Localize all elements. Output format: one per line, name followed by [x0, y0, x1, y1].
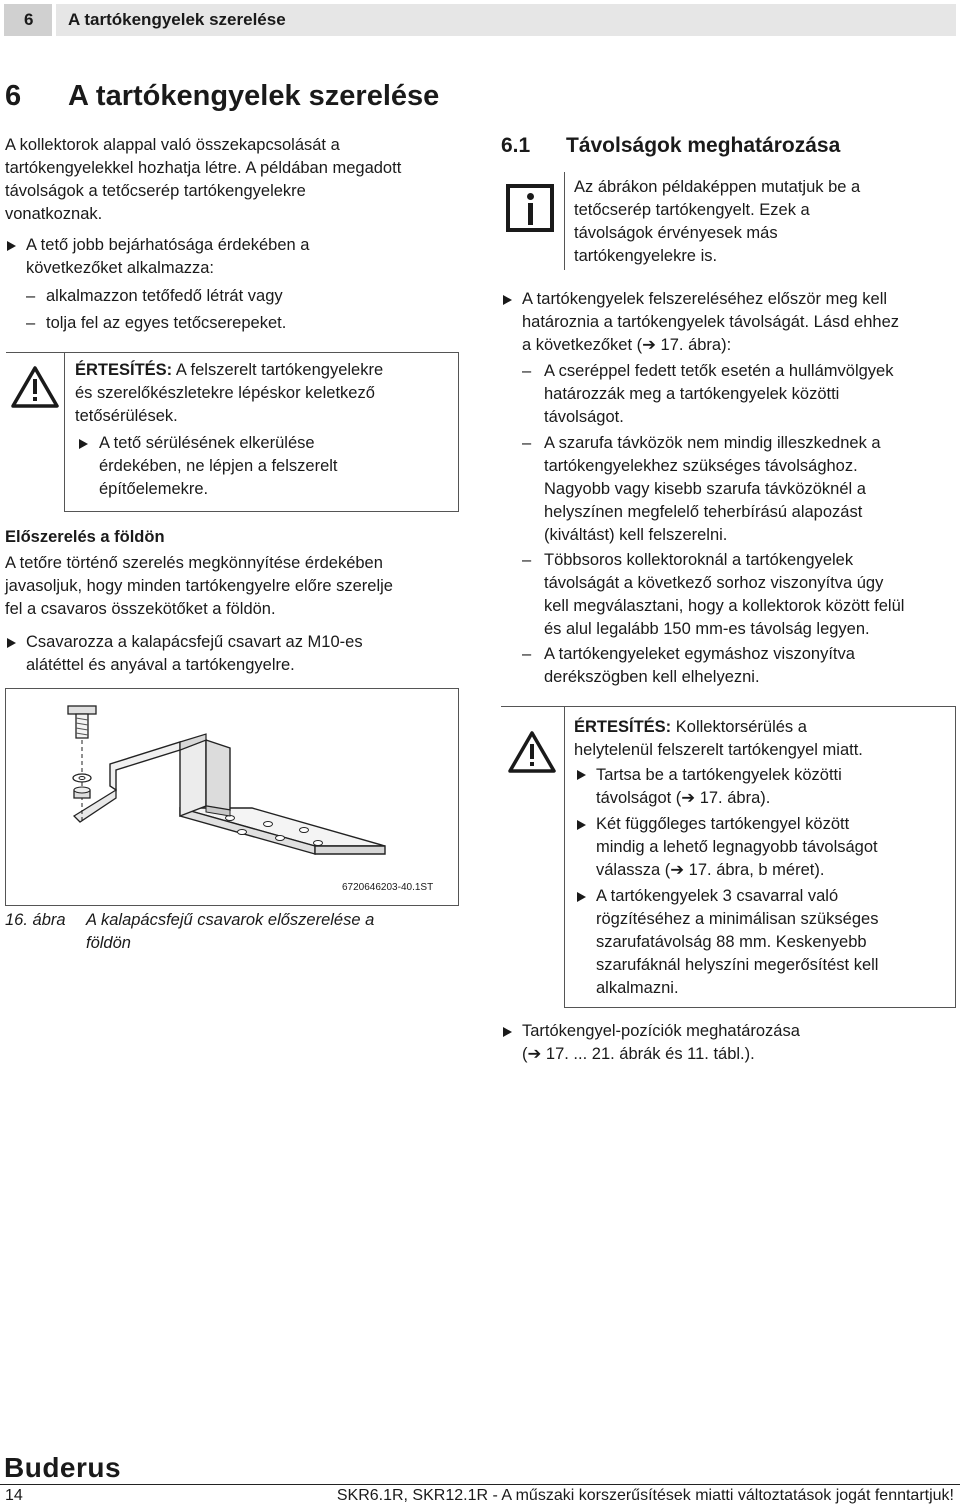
subsection-title: Távolságok meghatározása: [566, 134, 841, 157]
subsection-number: 6.1: [501, 134, 531, 157]
list-item: A tartókengyeleket egymáshoz viszonyítva derékszögben kell elhelyezni.: [544, 645, 855, 686]
info-divider: [564, 172, 565, 270]
info-icon: [506, 184, 554, 232]
step-arrow-icon: [503, 1027, 512, 1037]
notice-step-text: Két függőleges tartókengyel között mindig a lehető legnagyobb távolságot válassza (➔ 17. ábra, b méret).: [596, 815, 878, 879]
footer-rule: [0, 1484, 960, 1485]
notice-step-text: A tető sérülésének elkerülése érdekében, ne lépjen a felszerelt építőelemekre.: [99, 434, 338, 498]
dash-marker: –: [522, 551, 532, 569]
info-text: Az ábrákon példaképpen mutatjuk be a tetőcserép tartókengyelt. Ezek a távolságok érvényesek más tartókengyelekre is.: [574, 178, 861, 265]
list-item: tolja fel az egyes tetőcserepeket.: [46, 314, 287, 332]
dash-marker: –: [522, 434, 532, 452]
list-item: A cseréppel fedett tetők esetén a hullámvölgyek határozzák meg a tartókengyelek közötti távolságot.: [544, 362, 894, 426]
dash-marker: –: [26, 314, 36, 332]
list-item: A szarufa távközök nem mindig illeszkednek a tartókengyelekhez szükséges távolsághoz. Nagyobb vagy kisebb szarufa távközöknél a helyszínen megfelelő teherbírású alapozást (kiváltást) kell felszerelni.: [544, 434, 881, 544]
subheading: Előszerelés a földön: [5, 528, 165, 546]
intro-paragraph: A kollektorok alappal való összekapcsolását a tartókengyelekkel hozhatja létre. A példában megadott távolságok a tetőcserép tartókengyelekre vonatkoznak.: [5, 136, 402, 223]
warning-icon: [10, 365, 60, 409]
step-text: A tető jobb bejárhatósága érdekében a következőket alkalmazza:: [26, 236, 310, 277]
notice-text: ÉRTESÍTÉS: Kollektorsérülés a helytelenül felszerelt tartókengyel miatt.: [574, 718, 863, 759]
list-item: alkalmazzon tetőfedő létrát vagy: [46, 287, 283, 305]
figure-code: 6720646203-40.1ST: [342, 882, 434, 893]
figure-caption: A kalapácsfejű csavarok előszerelése a földön: [86, 911, 375, 952]
step-arrow-icon: [503, 295, 512, 305]
step-arrow-icon: [577, 820, 586, 830]
page-number: 14: [5, 1487, 23, 1504]
step-text: A tartókengyelek felszereléséhez először meg kell határoznia a tartókengyelek távolságát. Lásd ehhez a következőket (➔ 17. ábra):: [522, 290, 900, 354]
step-arrow-icon: [79, 439, 88, 449]
step-text: Csavarozza a kalapácsfejű csavart az M10-es alátéttel és anyával a tartókengyelre.: [26, 633, 363, 674]
step-arrow-icon: [7, 241, 16, 251]
dash-marker: –: [522, 645, 532, 663]
chapter-title: A tartókengyelek szerelése: [68, 10, 286, 29]
dash-marker: –: [522, 362, 532, 380]
figure-caption-number: 16. ábra: [5, 911, 66, 929]
bracket-illustration: [30, 698, 400, 888]
step-arrow-icon: [7, 638, 16, 648]
warning-icon: [507, 730, 557, 774]
step-arrow-icon: [577, 892, 586, 902]
paragraph: A tetőre történő szerelés megkönnyítése érdekében javasoljuk, hogy minden tartókengyelre előre szerelje fel a csavaros összekötőket a földön.: [5, 554, 393, 618]
section-title: A tartókengyelek szerelése: [68, 80, 440, 112]
dash-marker: –: [26, 287, 36, 305]
notice-step-text: A tartókengyelek 3 csavarral való rögzítéséhez a minimálisan szükséges szarufatávolság 88 mm. Keskenyebb szarufáknál helyszíni megerősítést kell alkalmazni.: [596, 887, 879, 997]
list-item: Többsoros kollektoroknál a tartókengyelek távolságát a következő sorhoz viszonyítva úgy kell megválasztani, hogy a kollektorok között felül és alul legalább 150 mm-es távolság legyen.: [544, 551, 905, 638]
step-arrow-icon: [577, 770, 586, 780]
step-text: Tartókengyel-pozíciók meghatározása (➔ 17. ... 21. ábrák és 11. tábl.).: [522, 1022, 800, 1063]
notice-text: ÉRTESÍTÉS: A felszerelt tartókengyelekre és szerelőkészletekre lépéskor keletkező tetősérülések.: [75, 361, 384, 425]
notice-step-text: Tartsa be a tartókengyelek közötti távolságot (➔ 17. ábra).: [596, 766, 842, 807]
section-number: 6: [5, 80, 22, 112]
chapter-number: 6: [24, 10, 34, 29]
footer-note: SKR6.1R, SKR12.1R - A műszaki korszerűsítések miatti változtatások jogát fenntartjuk!: [336, 1487, 954, 1504]
buderus-logo: Buderus: [4, 1452, 122, 1483]
